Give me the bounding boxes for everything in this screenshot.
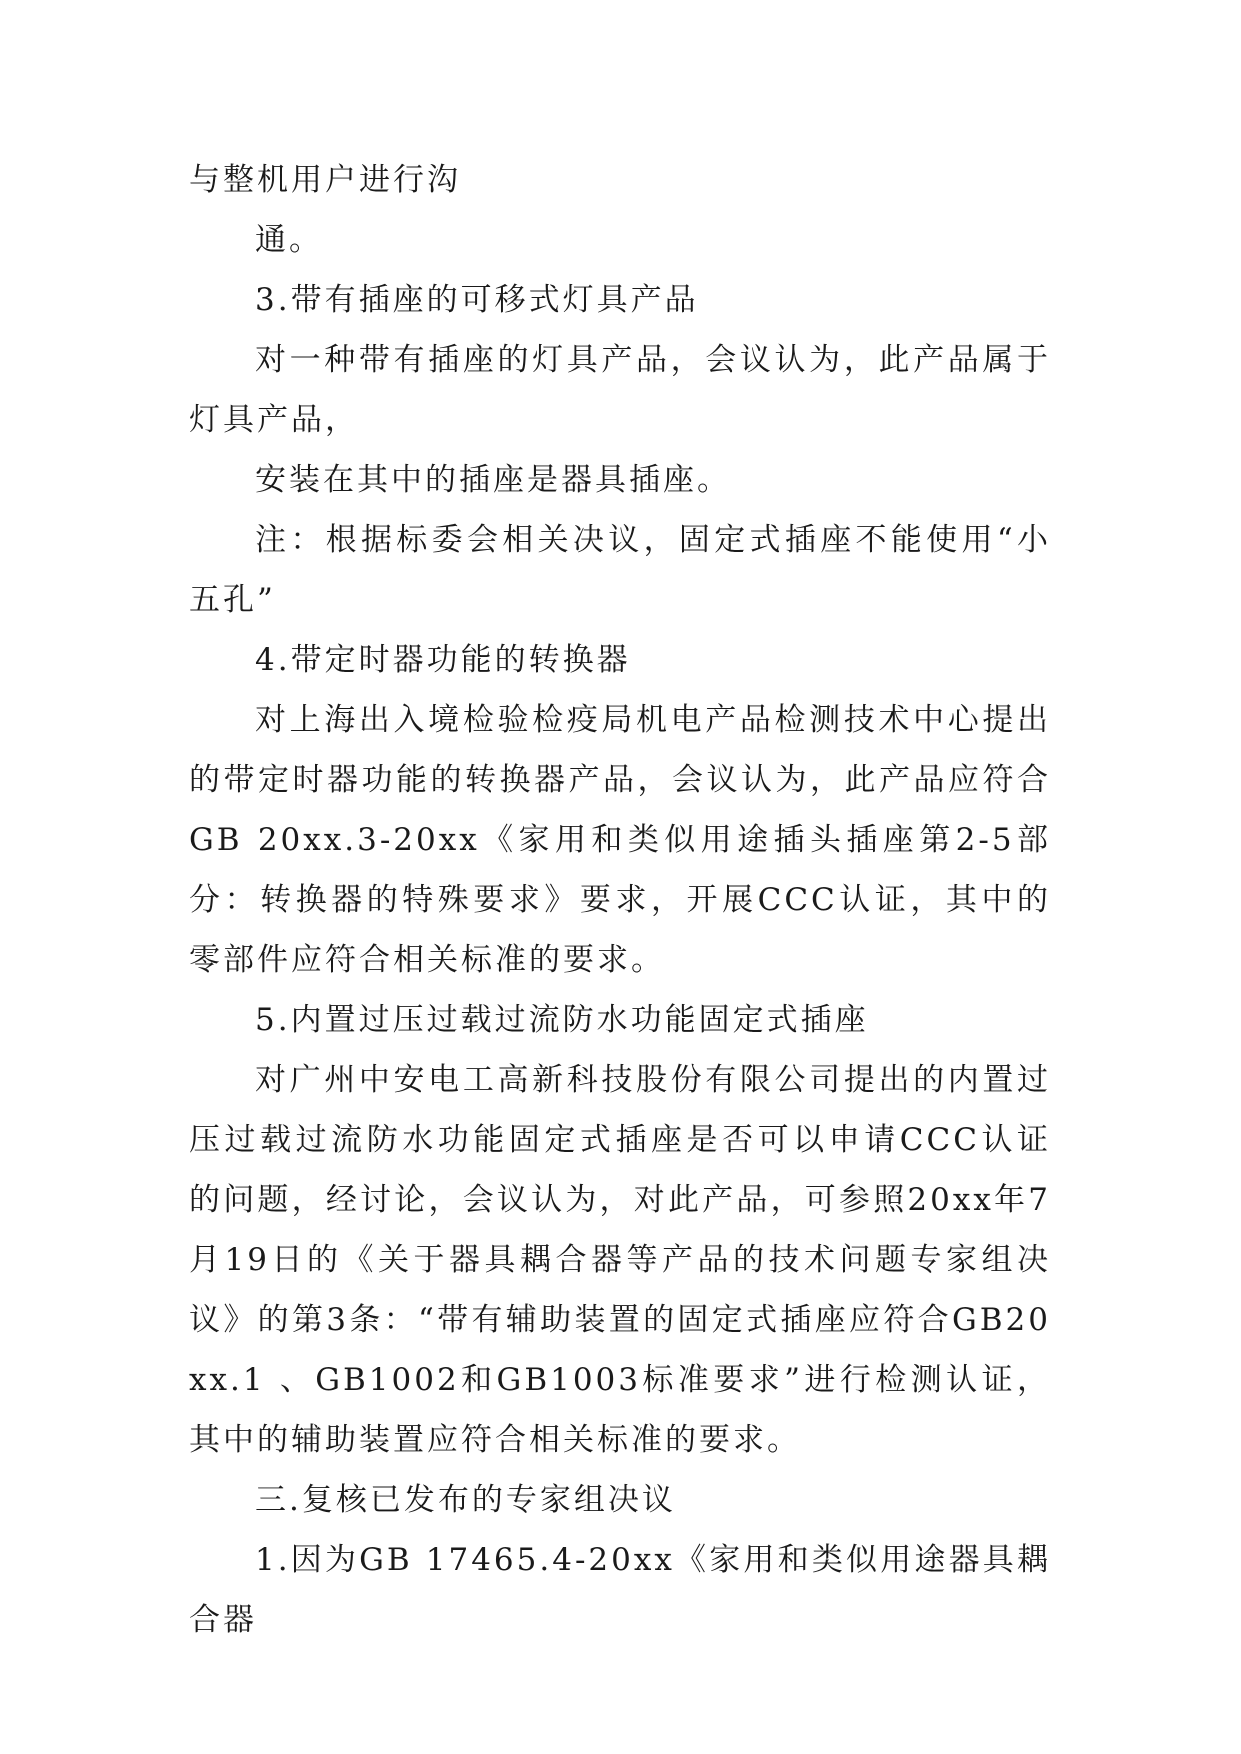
paragraph: 安装在其中的插座是器具插座。 [255, 462, 731, 498]
section-heading: 三.复核已发布的专家组决议 [255, 1482, 676, 1518]
section-heading: 5.内置过压过载过流防水功能固定式插座 [255, 1002, 869, 1038]
paragraph: 对上海出入境检验检疫局机电产品检测技术中心提出的带定时器功能的转换器产品，会议认为，此产品应符合GB 20xx.3-20xx《家用和类似用途插头插座第2-5部分：转换器的特殊要求》要求，开展CCC认证，其中的零部件应符合相关标准的要求。 [189, 702, 1051, 978]
paragraph: 对一种带有插座的灯具产品，会议认为，此产品属于灯具产品， [189, 342, 1051, 438]
paragraph: 通。 [255, 222, 323, 258]
note-paragraph: 注：根据标委会相关决议，固定式插座不能使用“小五孔” [189, 522, 1051, 618]
paragraph: 1.因为GB 17465.4-20xx《家用和类似用途器具耦合器 [189, 1542, 1051, 1638]
paragraph: 对广州中安电工高新科技股份有限公司提出的内置过压过载过流防水功能固定式插座是否可以申请CCC认证的问题，经讨论，会议认为，对此产品，可参照20xx年7月19日的《关于器具耦合器等产品的技术问题专家组决议》的第3条：“带有辅助装置的固定式插座应符合GB20xx.1 、GB1002和GB1003标准要求”进行检测认证，其中的辅助装置应符合相关标准的要求。 [189, 1062, 1051, 1458]
document-body [189, 150, 1051, 1650]
section-heading: 3.带有插座的可移式灯具产品 [255, 282, 699, 318]
section-heading: 4.带定时器功能的转换器 [255, 642, 631, 678]
paragraph: 与整机用户进行沟 [189, 162, 461, 198]
